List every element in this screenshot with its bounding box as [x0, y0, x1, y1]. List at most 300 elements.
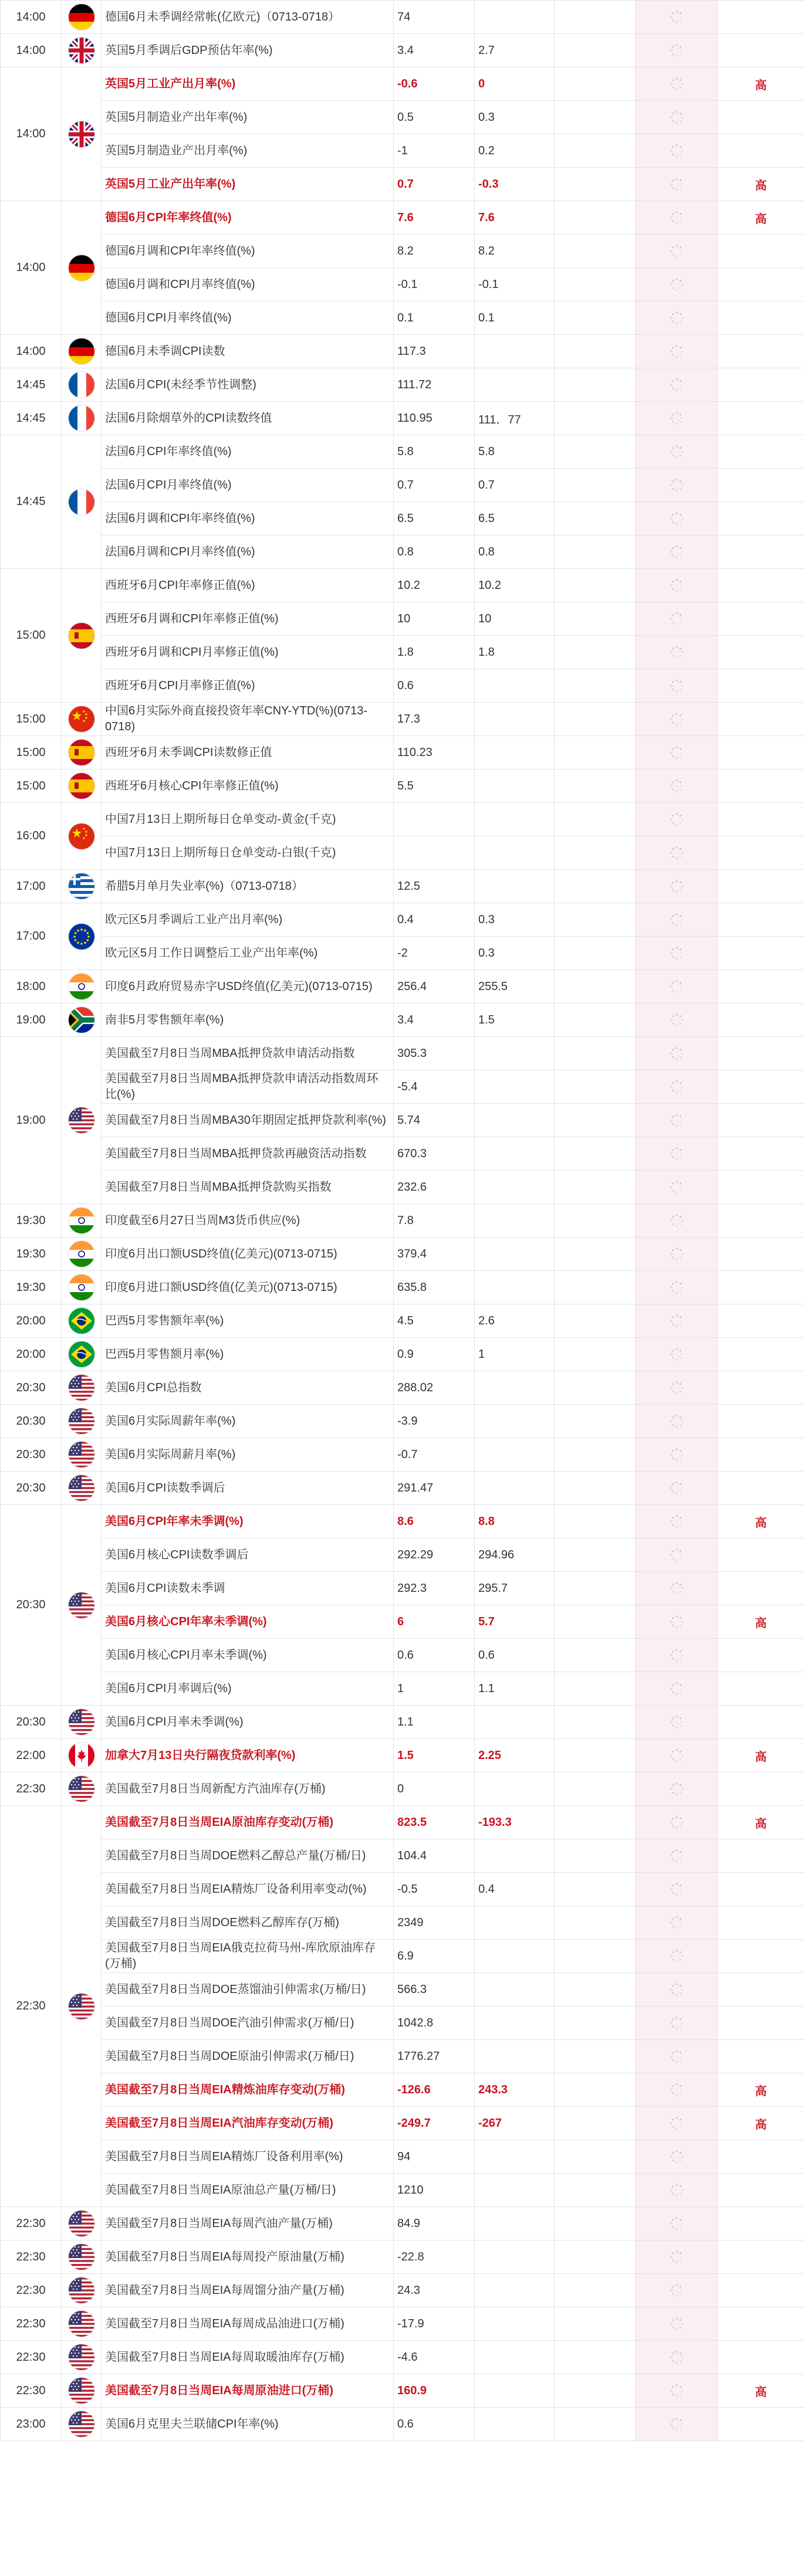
loading-spinner-icon [669, 211, 684, 223]
previous-value: -267 [475, 2107, 555, 2140]
event-row [1, 1505, 804, 1538]
event-name: 美国6月CPI年率未季调(%) [102, 1505, 394, 1538]
germany-flag-icon [69, 255, 94, 281]
flag-cell [62, 1472, 102, 1505]
importance-level: 高 [718, 1605, 804, 1639]
loading-cell [636, 2207, 718, 2241]
event-time: 14:00 [1, 201, 62, 335]
actual-value: -5.4 [394, 1070, 475, 1104]
forecast-value [555, 2073, 636, 2107]
usa-flag-icon [69, 1776, 94, 1802]
flag-cell [62, 1438, 102, 1472]
usa-flag-icon [69, 2277, 94, 2303]
loading-spinner-icon [669, 1882, 684, 1895]
forecast-value [555, 268, 636, 301]
actual-value: 111.72 [394, 368, 475, 402]
forecast-value [555, 1, 636, 34]
actual-value: -4.6 [394, 2341, 475, 2374]
loading-cell [636, 1538, 718, 1572]
forecast-value [555, 569, 636, 602]
event-name: 法国6月CPI(未经季节性调整) [102, 368, 394, 402]
loading-cell [636, 2408, 718, 2441]
event-row [1, 1004, 804, 1037]
previous-value: 0 [475, 67, 555, 101]
loading-cell [636, 34, 718, 67]
loading-cell [636, 803, 718, 836]
importance-level [718, 1706, 804, 1739]
loading-spinner-icon [669, 679, 684, 692]
event-name: 西班牙6月核心CPI年率修正值(%) [102, 770, 394, 803]
germany-flag-icon [69, 4, 94, 30]
loading-spinner-icon [669, 1180, 684, 1193]
event-time: 19:30 [1, 1238, 62, 1271]
previous-value: 0.2 [475, 134, 555, 168]
event-row [1, 535, 804, 569]
uk-flag-icon [69, 121, 94, 147]
previous-value: 111．77 [475, 402, 555, 435]
spain-flag-icon [69, 773, 94, 799]
loading-spinner-icon [669, 1414, 684, 1427]
event-row [1, 1772, 804, 1806]
importance-level [718, 502, 804, 535]
usa-flag-icon [69, 1375, 94, 1401]
loading-cell [636, 1037, 718, 1070]
loading-spinner-icon [669, 1046, 684, 1059]
loading-spinner-icon [669, 1347, 684, 1360]
brazil-flag-icon [69, 1341, 94, 1367]
flag-cell [62, 2207, 102, 2241]
importance-level [718, 1171, 804, 1204]
importance-level [718, 2341, 804, 2374]
loading-spinner-icon [669, 177, 684, 190]
event-row [1, 201, 804, 235]
event-time: 19:30 [1, 1271, 62, 1304]
event-name: 美国6月核心CPI年率未季调(%) [102, 1605, 394, 1639]
event-name: 西班牙6月未季调CPI读数修正值 [102, 736, 394, 770]
loading-spinner-icon [669, 1648, 684, 1661]
event-name: 美国截至7月8日当周MBA抵押贷款申请活动指数周环比(%) [102, 1070, 394, 1104]
usa-flag-icon [69, 2378, 94, 2404]
previous-value [475, 669, 555, 703]
event-time: 22:30 [1, 1772, 62, 1806]
previous-value [475, 2006, 555, 2040]
event-time: 18:00 [1, 970, 62, 1004]
event-row [1, 1873, 804, 1906]
loading-cell [636, 903, 718, 937]
brazil-flag-icon [69, 1308, 94, 1334]
loading-spinner-icon [669, 2417, 684, 2430]
actual-value: 1.8 [394, 636, 475, 669]
actual-value: 10 [394, 602, 475, 636]
importance-level [718, 1438, 804, 1472]
actual-value [394, 803, 475, 836]
event-name: 西班牙6月CPI月率修正值(%) [102, 669, 394, 703]
flag-cell [62, 569, 102, 703]
loading-spinner-icon [669, 1147, 684, 1160]
actual-value: 0.9 [394, 1338, 475, 1371]
actual-value: 379.4 [394, 1238, 475, 1271]
event-name: 南非5月零售额年率(%) [102, 1004, 394, 1037]
importance-level [718, 1572, 804, 1605]
forecast-value [555, 2107, 636, 2140]
event-time: 22:30 [1, 2307, 62, 2341]
flag-cell [62, 1706, 102, 1739]
actual-value: 4.5 [394, 1304, 475, 1338]
event-name: 巴西5月零售额月率(%) [102, 1338, 394, 1371]
forecast-value [555, 1806, 636, 1839]
previous-value [475, 1037, 555, 1070]
loading-cell [636, 1238, 718, 1271]
loading-spinner-icon [669, 846, 684, 859]
actual-value: 12.5 [394, 870, 475, 903]
event-name: 欧元区5月工作日调整后工业产出年率(%) [102, 937, 394, 970]
event-row [1, 602, 804, 636]
importance-level: 高 [718, 201, 804, 235]
event-name: 美国截至7月8日当周EIA精炼厂设备利用率(%) [102, 2140, 394, 2174]
actual-value: 0.7 [394, 168, 475, 201]
flag-cell [62, 803, 102, 870]
event-name: 美国截至7月8日当周EIA精炼油库存变动(万桶) [102, 2073, 394, 2107]
previous-value [475, 703, 555, 736]
loading-spinner-icon [669, 2083, 684, 2096]
actual-value: 823.5 [394, 1806, 475, 1839]
loading-cell [636, 335, 718, 368]
usa-flag-icon [69, 1994, 94, 2019]
actual-value: 256.4 [394, 970, 475, 1004]
importance-level [718, 301, 804, 335]
loading-cell [636, 2307, 718, 2341]
actual-value: 1 [394, 1672, 475, 1706]
loading-spinner-icon [669, 2016, 684, 2029]
importance-level [718, 602, 804, 636]
event-row [1, 1639, 804, 1672]
event-name: 美国截至7月8日当周EIA原油库存变动(万桶) [102, 1806, 394, 1839]
event-row [1, 1538, 804, 1572]
flag-cell [62, 1204, 102, 1238]
event-name: 美国6月核心CPI月率未季调(%) [102, 1639, 394, 1672]
event-row [1, 1171, 804, 1204]
actual-value: 0.4 [394, 903, 475, 937]
event-time: 22:30 [1, 2274, 62, 2307]
loading-cell [636, 2174, 718, 2207]
event-row [1, 2006, 804, 2040]
event-row [1, 1304, 804, 1338]
event-name: 美国6月克里夫兰联储CPI年率(%) [102, 2408, 394, 2441]
loading-cell [636, 301, 718, 335]
loading-cell [636, 669, 718, 703]
loading-spinner-icon [669, 1448, 684, 1460]
event-row [1, 736, 804, 770]
loading-cell [636, 1940, 718, 1973]
flag-cell [62, 903, 102, 970]
forecast-value [555, 770, 636, 803]
spain-flag-icon [69, 740, 94, 765]
previous-value [475, 2374, 555, 2408]
event-row [1, 703, 804, 736]
loading-cell [636, 1739, 718, 1772]
actual-value: 1042.8 [394, 2006, 475, 2040]
loading-cell [636, 836, 718, 870]
forecast-value [555, 1906, 636, 1940]
event-row [1, 1839, 804, 1873]
calendar-body [1, 1, 804, 2441]
event-time: 22:00 [1, 1739, 62, 1772]
importance-level: 高 [718, 1505, 804, 1538]
importance-level [718, 1839, 804, 1873]
eurozone-flag-icon [69, 924, 94, 950]
event-name: 德国6月CPI月率终值(%) [102, 301, 394, 335]
event-row [1, 1405, 804, 1438]
event-row [1, 134, 804, 168]
loading-cell [636, 1405, 718, 1438]
actual-value: 17.3 [394, 703, 475, 736]
event-row [1, 1371, 804, 1405]
actual-value: 232.6 [394, 1171, 475, 1204]
forecast-value [555, 1772, 636, 1806]
actual-value: 1210 [394, 2174, 475, 2207]
loading-spinner-icon [669, 1514, 684, 1527]
forecast-value [555, 803, 636, 836]
importance-level [718, 970, 804, 1004]
event-time: 19:00 [1, 1004, 62, 1037]
loading-spinner-icon [669, 1982, 684, 1995]
event-row [1, 1, 804, 34]
forecast-value [555, 2274, 636, 2307]
loading-spinner-icon [669, 712, 684, 725]
actual-value: 84.9 [394, 2207, 475, 2241]
previous-value [475, 836, 555, 870]
forecast-value [555, 1070, 636, 1104]
event-time: 20:30 [1, 1371, 62, 1405]
event-row [1, 1806, 804, 1839]
forecast-value [555, 235, 636, 268]
loading-spinner-icon [669, 311, 684, 324]
flag-cell [62, 2307, 102, 2341]
france-flag-icon [69, 489, 94, 515]
loading-spinner-icon [669, 913, 684, 926]
event-time: 15:00 [1, 569, 62, 703]
event-name: 美国截至7月8日当周EIA每周汽油产量(万桶) [102, 2207, 394, 2241]
forecast-value [555, 1739, 636, 1772]
previous-value: 5.7 [475, 1605, 555, 1639]
previous-value: 10.2 [475, 569, 555, 602]
forecast-value [555, 535, 636, 569]
loading-spinner-icon [669, 1381, 684, 1394]
loading-spinner-icon [669, 1481, 684, 1494]
flag-cell [62, 1004, 102, 1037]
event-time: 14:00 [1, 34, 62, 67]
loading-spinner-icon [669, 2183, 684, 2196]
loading-cell [636, 201, 718, 235]
forecast-value [555, 1505, 636, 1538]
event-name: 中国7月13日上期所每日仓单变动-黄金(千克) [102, 803, 394, 836]
forecast-value [555, 134, 636, 168]
previous-value: 295.7 [475, 1572, 555, 1605]
event-time: 14:00 [1, 1, 62, 34]
previous-value: 1.5 [475, 1004, 555, 1037]
event-time: 16:00 [1, 803, 62, 870]
flag-cell [62, 703, 102, 736]
importance-level [718, 2307, 804, 2341]
loading-cell [636, 1772, 718, 1806]
event-row [1, 2341, 804, 2374]
loading-spinner-icon [669, 879, 684, 892]
previous-value [475, 2174, 555, 2207]
flag-cell [62, 970, 102, 1004]
event-row [1, 2408, 804, 2441]
usa-flag-icon [69, 2211, 94, 2236]
actual-value: 8.2 [394, 235, 475, 268]
event-name: 美国截至7月8日当周EIA汽油库存变动(万桶) [102, 2107, 394, 2140]
event-name: 美国截至7月8日当周EIA精炼厂设备利用率变动(%) [102, 1873, 394, 1906]
importance-level [718, 703, 804, 736]
event-row [1, 101, 804, 134]
event-name: 欧元区5月季调后工业产出月率(%) [102, 903, 394, 937]
loading-cell [636, 2241, 718, 2274]
loading-cell [636, 1204, 718, 1238]
previous-value: 243.3 [475, 2073, 555, 2107]
flag-cell [62, 368, 102, 402]
event-name: 美国截至7月8日当周EIA每周投产原油量(万桶) [102, 2241, 394, 2274]
forecast-value [555, 736, 636, 770]
importance-level [718, 1405, 804, 1438]
forecast-value [555, 1572, 636, 1605]
event-row [1, 402, 804, 435]
importance-level [718, 1772, 804, 1806]
event-row [1, 636, 804, 669]
event-name: 印度6月进口额USD终值(亿美元)(0713-0715) [102, 1271, 394, 1304]
forecast-value [555, 1405, 636, 1438]
loading-cell [636, 1171, 718, 1204]
loading-spinner-icon [669, 2384, 684, 2397]
event-row [1, 1271, 804, 1304]
event-row [1, 903, 804, 937]
actual-value: 1.5 [394, 1739, 475, 1772]
event-row [1, 1037, 804, 1070]
flag-cell [62, 1772, 102, 1806]
actual-value: 288.02 [394, 1371, 475, 1405]
importance-level [718, 1104, 804, 1137]
loading-spinner-icon [669, 478, 684, 491]
event-name: 希腊5月单月失业率(%)（0713-0718） [102, 870, 394, 903]
forecast-value [555, 1472, 636, 1505]
event-row [1, 970, 804, 1004]
loading-spinner-icon [669, 946, 684, 959]
forecast-value [555, 1438, 636, 1472]
event-row [1, 2107, 804, 2140]
event-name: 西班牙6月CPI年率修正值(%) [102, 569, 394, 602]
forecast-value [555, 1940, 636, 1973]
previous-value: 0.7 [475, 469, 555, 502]
flag-cell [62, 34, 102, 67]
forecast-value [555, 937, 636, 970]
loading-spinner-icon [669, 645, 684, 658]
uk-flag-icon [69, 38, 94, 63]
importance-level [718, 34, 804, 67]
flag-cell [62, 1238, 102, 1271]
flag-cell [62, 1806, 102, 2207]
event-row [1, 1472, 804, 1505]
event-name: 英国5月工业产出年率(%) [102, 168, 394, 201]
event-name: 德国6月CPI年率终值(%) [102, 201, 394, 235]
forecast-value [555, 1338, 636, 1371]
actual-value: 635.8 [394, 1271, 475, 1304]
actual-value: 8.6 [394, 1505, 475, 1538]
event-row [1, 1438, 804, 1472]
actual-value: 6.9 [394, 1940, 475, 1973]
flag-cell [62, 201, 102, 335]
spain-flag-icon [69, 623, 94, 649]
event-name: 美国截至7月8日当周EIA每周原油进口(万桶) [102, 2374, 394, 2408]
forecast-value [555, 1672, 636, 1706]
previous-value [475, 1171, 555, 1204]
event-name: 德国6月未季调CPI读数 [102, 335, 394, 368]
actual-value: 291.47 [394, 1472, 475, 1505]
loading-cell [636, 636, 718, 669]
actual-value: 2349 [394, 1906, 475, 1940]
loading-cell [636, 1672, 718, 1706]
previous-value: 2.6 [475, 1304, 555, 1338]
flag-cell [62, 1405, 102, 1438]
event-time: 17:00 [1, 870, 62, 903]
loading-spinner-icon [669, 244, 684, 257]
importance-level [718, 1672, 804, 1706]
previous-value [475, 1104, 555, 1137]
importance-level [718, 2207, 804, 2241]
previous-value: 1.8 [475, 636, 555, 669]
actual-value: 292.3 [394, 1572, 475, 1605]
flag-cell [62, 1739, 102, 1772]
loading-cell [636, 2006, 718, 2040]
importance-level [718, 101, 804, 134]
event-time: 17:00 [1, 903, 62, 970]
event-name: 英国5月季调后GDP预估年率(%) [102, 34, 394, 67]
importance-level [718, 2140, 804, 2174]
event-name: 美国截至7月8日当周MBA抵押贷款申请活动指数 [102, 1037, 394, 1070]
event-row [1, 1572, 804, 1605]
event-name: 德国6月调和CPI年率终值(%) [102, 235, 394, 268]
loading-cell [636, 469, 718, 502]
event-name: 美国截至7月8日当周DOE燃料乙醇总产量(万桶/日) [102, 1839, 394, 1873]
previous-value [475, 1839, 555, 1873]
loading-cell [636, 1137, 718, 1171]
event-row [1, 435, 804, 469]
event-time: 19:00 [1, 1037, 62, 1204]
loading-spinner-icon [669, 144, 684, 157]
event-row [1, 1204, 804, 1238]
forecast-value [555, 2207, 636, 2241]
actual-value: 0 [394, 1772, 475, 1806]
event-time: 22:30 [1, 2374, 62, 2408]
previous-value: -193.3 [475, 1806, 555, 1839]
usa-flag-icon [69, 1408, 94, 1434]
forecast-value [555, 1037, 636, 1070]
event-row [1, 67, 804, 101]
loading-spinner-icon [669, 411, 684, 424]
event-row [1, 1973, 804, 2006]
event-time: 15:00 [1, 770, 62, 803]
previous-value [475, 1973, 555, 2006]
event-time: 14:00 [1, 67, 62, 201]
previous-value: 5.8 [475, 435, 555, 469]
importance-level [718, 1137, 804, 1171]
flag-cell [62, 1338, 102, 1371]
importance-level [718, 803, 804, 836]
importance-level [718, 268, 804, 301]
france-flag-icon [69, 372, 94, 398]
loading-cell [636, 1304, 718, 1338]
actual-value: -0.1 [394, 268, 475, 301]
